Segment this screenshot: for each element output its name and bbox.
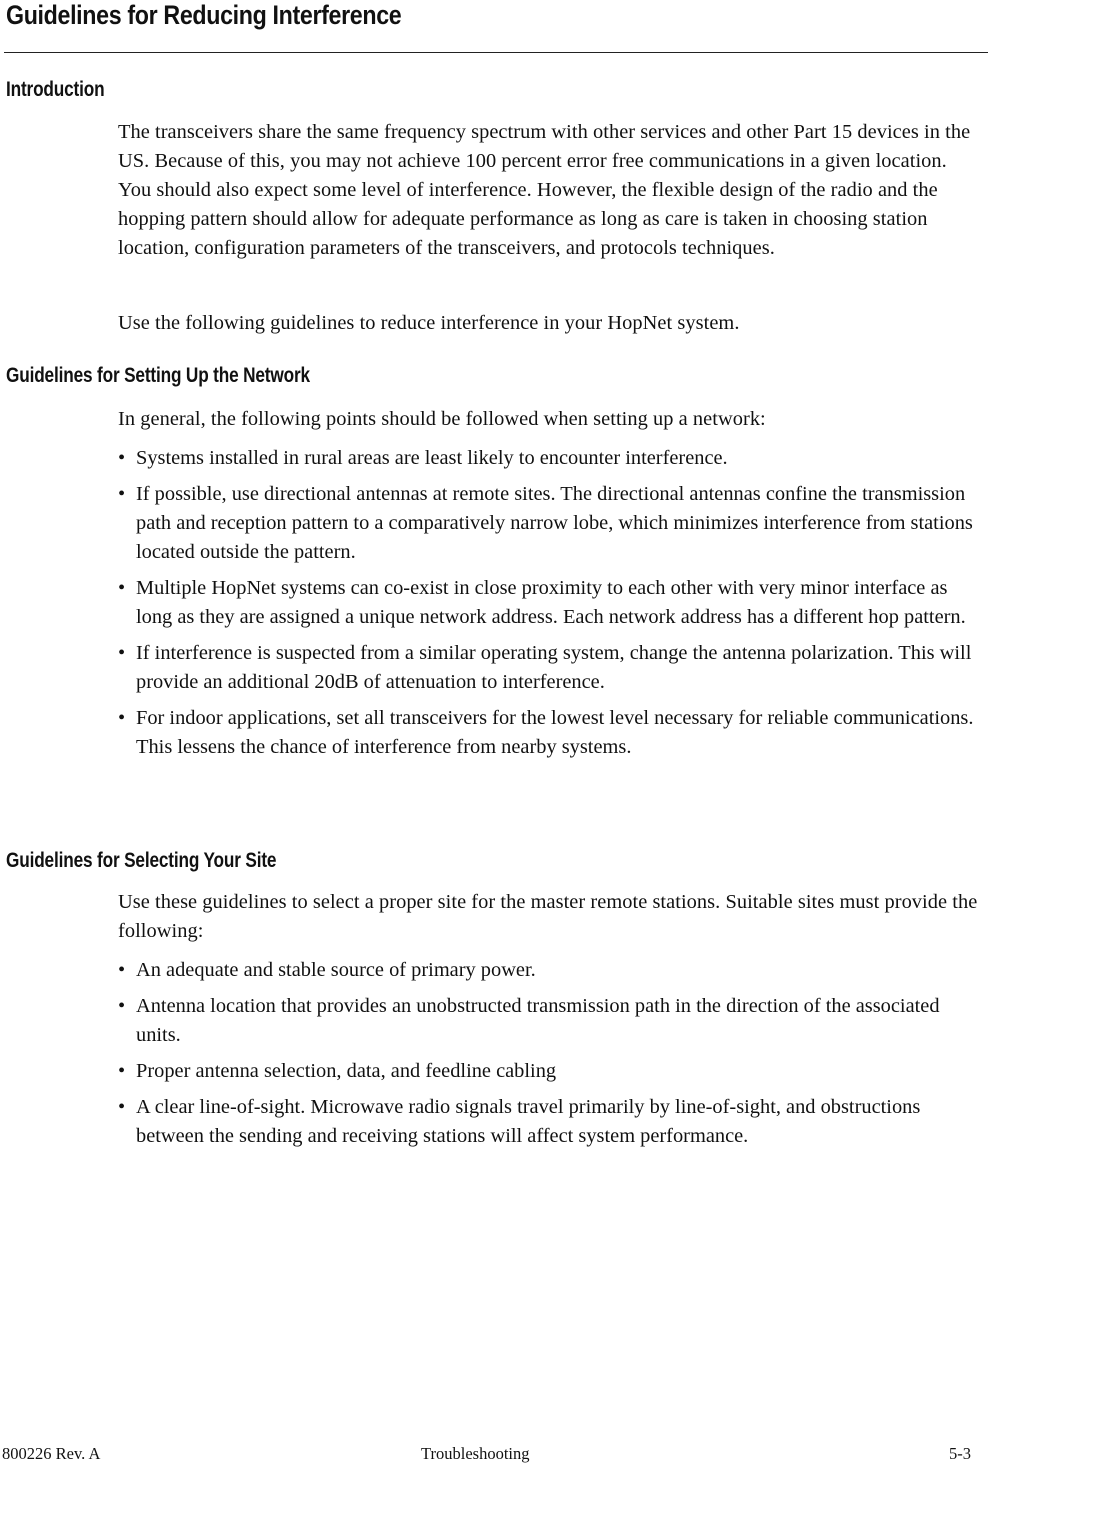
- introduction-heading: Introduction: [6, 78, 105, 101]
- list-item-text: If interference is suspected from a similar operating system, change the antenna polarization. This will provide an additional 20dB of attenuation to interference.: [136, 642, 972, 693]
- list-item-text: Systems installed in rural areas are least likely to encounter interference.: [136, 447, 728, 469]
- network-guidelines-heading: Guidelines for Setting Up the Network: [6, 364, 310, 387]
- list-item-text: A clear line-of-sight. Microwave radio signals travel primarily by line-of-sight, and obstructions between the sending and receiving stations will affect system performance.: [136, 1096, 921, 1147]
- bullet-icon: •: [118, 447, 126, 469]
- list-item: [118, 704, 983, 762]
- title-divider: [4, 52, 988, 53]
- bullet-icon: •: [118, 1060, 126, 1082]
- list-item: [118, 574, 983, 632]
- site-guidelines-heading: Guidelines for Selecting Your Site: [6, 849, 277, 872]
- list-item: [118, 956, 983, 985]
- list-item-text: For indoor applications, set all transceivers for the lowest level necessary for reliable communications. This lessens the chance of interference from nearby systems.: [136, 707, 974, 758]
- list-item: [118, 639, 983, 697]
- bullet-icon: •: [118, 483, 126, 505]
- list-item: [118, 480, 983, 567]
- list-item-text: Proper antenna selection, data, and feedline cabling: [136, 1060, 557, 1082]
- bullet-icon: •: [118, 707, 126, 729]
- footer-doc-number: 800226 Rev. A: [2, 1444, 101, 1463]
- list-item-text: Multiple HopNet systems can co-exist in close proximity to each other with very minor interface as long as they are assigned a unique network address. Each network address has a different hop pattern.: [136, 577, 966, 628]
- bullet-icon: •: [118, 995, 126, 1017]
- site-intro-text: Use these guidelines to select a proper site for the master remote stations. Suitable sites must provide the following:: [118, 891, 978, 942]
- list-item: [118, 992, 983, 1050]
- bullet-icon: •: [118, 1096, 126, 1118]
- introduction-paragraph-guidelines: Use the following guidelines to reduce interference in your HopNet system.: [118, 312, 740, 334]
- footer-page-number: 5-3: [949, 1444, 971, 1463]
- footer-chapter: Troubleshooting: [421, 1444, 530, 1463]
- list-item: [118, 1057, 983, 1086]
- bullet-icon: •: [118, 959, 126, 981]
- list-item-text: If possible, use directional antennas at remote sites. The directional antennas confine the transmission path and reception pattern to a comparatively narrow lobe, which minimizes interference from stations located outside the pattern.: [136, 483, 973, 563]
- list-item-text: Antenna location that provides an unobstructed transmission path in the direction of the associated units.: [136, 995, 940, 1046]
- bullet-icon: •: [118, 642, 126, 664]
- list-item: [118, 1093, 983, 1151]
- network-guidelines-list: [118, 444, 983, 769]
- site-guidelines-list: [118, 956, 983, 1158]
- list-item: [118, 444, 983, 473]
- introduction-paragraph: The transceivers share the same frequency spectrum with other services and other Part 15 devices in the US. Because of this, you may not achieve 100 percent error free communications in a given location. You should also expect some level of interference. However, the flexible design of the radio and the hopping pattern should allow for adequate performance as long as care is taken in choosing station location, configuration parameters of the transceivers, and protocols techniques.: [118, 121, 971, 259]
- list-item-text: An adequate and stable source of primary power.: [136, 959, 536, 981]
- bullet-icon: •: [118, 577, 126, 599]
- page-title: Guidelines for Reducing Interference: [6, 0, 402, 30]
- network-intro-text: In general, the following points should be followed when setting up a network:: [118, 408, 766, 430]
